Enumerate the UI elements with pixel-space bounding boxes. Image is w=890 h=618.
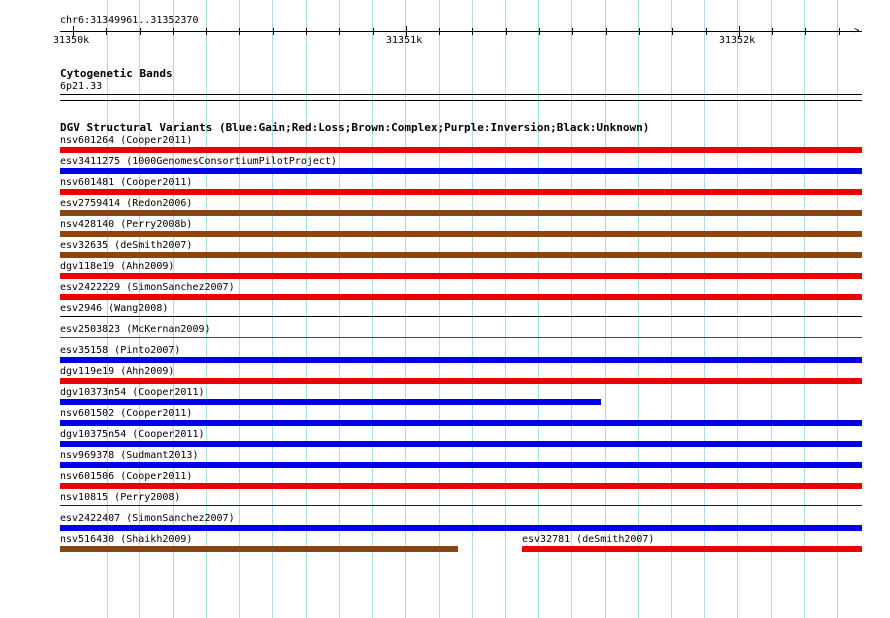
ruler-minor-tick — [606, 28, 607, 35]
variant-bar[interactable] — [522, 546, 862, 552]
variant-label[interactable]: esv35158 (Pinto2007) — [60, 345, 181, 356]
variant-bar[interactable] — [60, 168, 862, 174]
ruler-minor-tick — [539, 28, 540, 35]
variant-bar[interactable] — [60, 441, 862, 447]
ruler-minor-tick — [706, 28, 707, 35]
variant-label[interactable]: esv2503823 (McKernan2009) — [60, 324, 211, 335]
variant-label[interactable]: dgv118e19 (Ahn2009) — [60, 261, 175, 272]
ruler-minor-tick — [173, 28, 174, 35]
variant-bar[interactable] — [60, 337, 862, 338]
ruler-minor-tick — [106, 28, 107, 35]
ruler-tick-label: 31350k — [53, 35, 90, 46]
cytoband-line-top — [60, 94, 862, 95]
variant-label[interactable]: nsv428140 (Perry2008b) — [60, 219, 193, 230]
variant-bar[interactable] — [60, 273, 862, 279]
variant-bar[interactable] — [60, 316, 862, 317]
cytoband-track-title: Cytogenetic Bands — [60, 67, 173, 80]
variant-label[interactable]: esv32781 (deSmith2007) — [522, 534, 655, 545]
cytoband-line-bottom — [60, 100, 862, 101]
variant-label[interactable]: esv3411275 (1000GenomesConsortiumPilotProject) — [60, 156, 337, 167]
cytoband-label: 6p21.33 — [60, 81, 103, 92]
ruler-minor-tick — [339, 28, 340, 35]
variant-bar[interactable] — [60, 420, 862, 426]
variant-label[interactable]: esv2759414 (Redon2006) — [60, 198, 193, 209]
ruler-minor-tick — [239, 28, 240, 35]
ruler-minor-tick — [805, 28, 806, 35]
variant-bar[interactable] — [60, 357, 862, 363]
variant-label[interactable]: esv2946 (Wang2008) — [60, 303, 169, 314]
ruler-minor-tick — [772, 28, 773, 35]
variant-label[interactable]: esv32635 (deSmith2007) — [60, 240, 193, 251]
variant-bar[interactable] — [60, 462, 862, 468]
ruler-tick-label: 31352k — [719, 35, 756, 46]
ruler-minor-tick — [639, 28, 640, 35]
variant-bar[interactable] — [60, 483, 862, 489]
variant-bar[interactable] — [60, 525, 862, 531]
variant-label[interactable]: nsv601502 (Cooper2011) — [60, 408, 193, 419]
ruler-minor-tick — [472, 28, 473, 35]
variant-bar[interactable] — [60, 189, 862, 195]
variant-label[interactable]: nsv601506 (Cooper2011) — [60, 471, 193, 482]
ruler-range-label: chr6:31349961..31352370 — [60, 15, 199, 26]
variant-label[interactable]: dgv10375n54 (Cooper2011) — [60, 429, 205, 440]
variant-label[interactable]: nsv516430 (Shaikh2009) — [60, 534, 193, 545]
variant-bar[interactable] — [60, 294, 862, 300]
variant-bar[interactable] — [60, 231, 862, 237]
variant-bar[interactable] — [60, 505, 862, 506]
ruler-minor-tick — [206, 28, 207, 35]
variant-label[interactable]: esv2422229 (SimonSanchez2007) — [60, 282, 235, 293]
variant-bar[interactable] — [60, 378, 862, 384]
variant-bar[interactable] — [60, 147, 862, 153]
ruler-minor-tick — [672, 28, 673, 35]
dgv-track-title: DGV Structural Variants (Blue:Gain;Red:Loss;Brown:Complex;Purple:Inversion;Black:Unknown) — [60, 121, 650, 134]
variant-label[interactable]: nsv969378 (Sudmant2013) — [60, 450, 199, 461]
ruler-minor-tick — [439, 28, 440, 35]
variant-label[interactable]: nsv601481 (Cooper2011) — [60, 177, 193, 188]
ruler-minor-tick — [839, 28, 840, 35]
variant-label[interactable]: nsv601264 (Cooper2011) — [60, 135, 193, 146]
variant-label[interactable]: dgv10373n54 (Cooper2011) — [60, 387, 205, 398]
ruler-minor-tick — [572, 28, 573, 35]
ruler-minor-tick — [506, 28, 507, 35]
variant-bar[interactable] — [60, 252, 862, 258]
variant-label[interactable]: nsv10815 (Perry2008) — [60, 492, 181, 503]
ruler-minor-tick — [140, 28, 141, 35]
ruler-minor-tick — [373, 28, 374, 35]
ruler-tick-label: 31351k — [386, 35, 423, 46]
ruler-minor-tick — [306, 28, 307, 35]
ruler-axis — [60, 31, 862, 32]
variant-bar[interactable] — [60, 210, 862, 216]
variant-bar[interactable] — [60, 399, 601, 405]
variant-label[interactable]: dgv119e19 (Ahn2009) — [60, 366, 175, 377]
variant-label[interactable]: esv2422407 (SimonSanchez2007) — [60, 513, 235, 524]
variant-bar[interactable] — [60, 546, 458, 552]
ruler-arrow-icon: > — [854, 26, 860, 36]
ruler-minor-tick — [273, 28, 274, 35]
